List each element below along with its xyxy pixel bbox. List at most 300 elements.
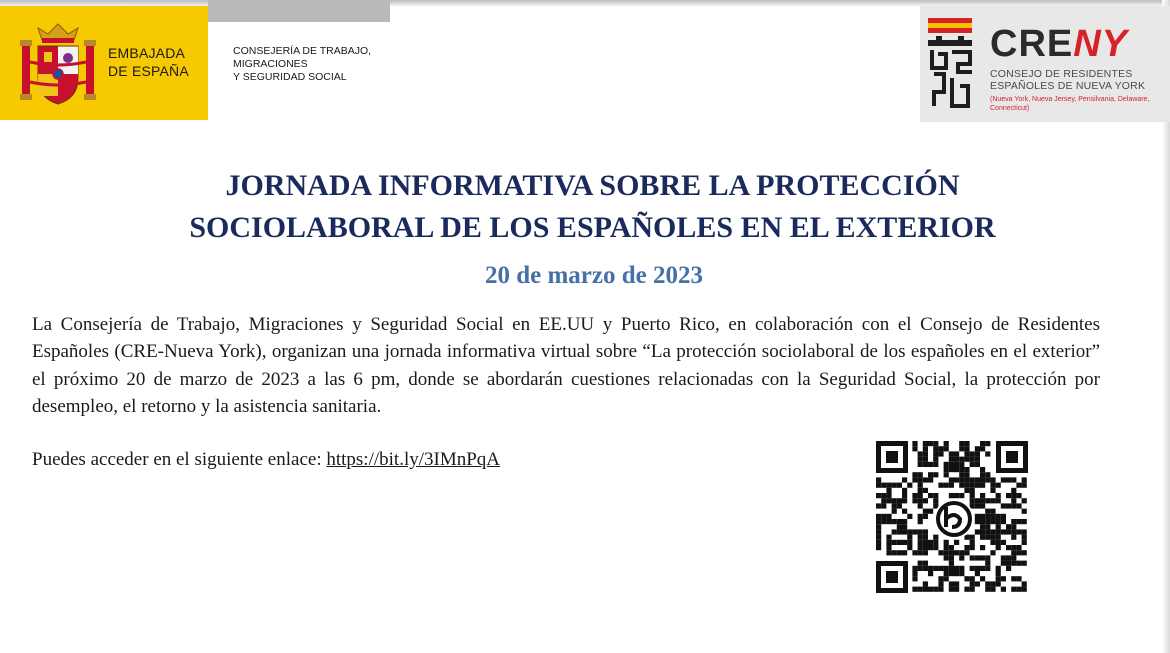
qr-module [949, 483, 954, 488]
qr-module [928, 493, 933, 498]
qr-module [1001, 561, 1006, 566]
qr-module [1006, 555, 1011, 560]
qr-module [1022, 519, 1027, 524]
qr-module [918, 462, 923, 467]
qr-module [938, 446, 943, 451]
qr-module [990, 535, 995, 540]
qr-module [949, 493, 954, 498]
qr-module [944, 566, 949, 571]
qr-module [975, 529, 980, 534]
qr-module [1022, 498, 1027, 503]
qr-module [985, 498, 990, 503]
qr-module [975, 498, 980, 503]
qr-module [1011, 488, 1016, 493]
qr-module [923, 457, 928, 462]
qr-module [1001, 576, 1006, 581]
qr-module [897, 529, 902, 534]
qr-module [923, 477, 928, 482]
qr-module [985, 514, 990, 519]
qr-module [975, 503, 980, 508]
qr-module [1011, 561, 1016, 566]
qr-module [1011, 498, 1016, 503]
qr-module [928, 477, 933, 482]
qr-module [944, 555, 949, 560]
qr-module [1016, 576, 1021, 581]
qr-module [944, 545, 949, 550]
qr-module [1022, 477, 1027, 482]
qr-module [980, 535, 985, 540]
qr-module [902, 519, 907, 524]
qr-module [944, 472, 949, 477]
qr-module [949, 555, 954, 560]
qr-module [933, 540, 938, 545]
qr-module [949, 550, 954, 555]
qr-module [985, 477, 990, 482]
qr-module [886, 540, 891, 545]
qr-module [996, 545, 1001, 550]
qr-module [990, 519, 995, 524]
qr-module [1011, 535, 1016, 540]
qr-module [985, 441, 990, 446]
qr-module [907, 529, 912, 534]
qr-module [886, 493, 891, 498]
qr-module [990, 540, 995, 545]
qr-module [886, 514, 891, 519]
qr-module [1011, 550, 1016, 555]
qr-module [980, 566, 985, 571]
qr-module [892, 550, 897, 555]
qr-module [881, 503, 886, 508]
qr-module [985, 451, 990, 456]
qr-module [897, 483, 902, 488]
qr-module [881, 519, 886, 524]
qr-module [912, 566, 917, 571]
qr-module [970, 566, 975, 571]
cre-subtitle [990, 68, 1170, 92]
qr-module [876, 477, 881, 482]
embassy-name [108, 44, 208, 80]
qr-module [923, 446, 928, 451]
qr-module [923, 509, 928, 514]
qr-module [933, 446, 938, 451]
qr-module [996, 535, 1001, 540]
qr-module [923, 488, 928, 493]
qr-module [933, 472, 938, 477]
qr-module [923, 566, 928, 571]
qr-module [1006, 524, 1011, 529]
qr-module [918, 483, 923, 488]
qr-module [912, 441, 917, 446]
qr-module [954, 493, 959, 498]
qr-module [970, 535, 975, 540]
qr-module [970, 540, 975, 545]
qr-module [933, 462, 938, 467]
qr-module [907, 535, 912, 540]
qr-module [964, 441, 969, 446]
ministry-name [233, 45, 413, 84]
qr-module [907, 514, 912, 519]
qr-module [949, 545, 954, 550]
qr-module [1006, 566, 1011, 571]
qr-module [912, 587, 917, 592]
qr-module [876, 524, 881, 529]
event-link[interactable]: https://bit.ly/3IMnPqA [326, 449, 501, 470]
qr-module [918, 561, 923, 566]
qr-module [959, 467, 964, 472]
qr-module [938, 576, 943, 581]
qr-module [964, 457, 969, 462]
cre-subtitle-line2: ESPAÑOLES DE NUEVA YORK [990, 80, 1146, 92]
qr-module [907, 540, 912, 545]
qr-module [1001, 555, 1006, 560]
qr-module [892, 540, 897, 545]
qr-module [938, 587, 943, 592]
qr-module [980, 524, 985, 529]
qr-module [1011, 519, 1016, 524]
qr-module [1022, 550, 1027, 555]
qr-module [990, 587, 995, 592]
qr-module [1022, 561, 1027, 566]
qr-module [990, 529, 995, 534]
qr-module [881, 483, 886, 488]
qr-module [949, 451, 954, 456]
qr-module [964, 472, 969, 477]
qr-module [902, 509, 907, 514]
qr-module [923, 545, 928, 550]
embassy-block [0, 6, 208, 120]
qr-module [1011, 529, 1016, 534]
qr-module [949, 462, 954, 467]
qr-module [1011, 576, 1016, 581]
qr-module [954, 451, 959, 456]
cre-title-cre: CRE [990, 23, 1074, 65]
qr-module [954, 477, 959, 482]
qr-module [933, 566, 938, 571]
qr-module [918, 493, 923, 498]
qr-module [980, 576, 985, 581]
qr-module [886, 488, 891, 493]
qr-module [933, 587, 938, 592]
qr-module [892, 503, 897, 508]
qr-module [985, 581, 990, 586]
qr-module [954, 467, 959, 472]
qr-module [1022, 540, 1027, 545]
qr-module [959, 493, 964, 498]
qr-module [918, 498, 923, 503]
qr-module [912, 571, 917, 576]
qr-module [944, 441, 949, 446]
qr-module [912, 472, 917, 477]
qr-module [1011, 555, 1016, 560]
qr-module [902, 498, 907, 503]
qr-module [959, 555, 964, 560]
qr-module [975, 566, 980, 571]
qr-module [949, 457, 954, 462]
qr-module [902, 493, 907, 498]
ministry-line2: MIGRACIONES [233, 58, 308, 70]
qr-module [912, 477, 917, 482]
qr-module [959, 441, 964, 446]
qr-module [980, 483, 985, 488]
qr-module [975, 462, 980, 467]
qr-module [923, 441, 928, 446]
qr-module [990, 581, 995, 586]
qr-module [897, 550, 902, 555]
qr-module [1016, 550, 1021, 555]
qr-module [985, 555, 990, 560]
qr-module [876, 483, 881, 488]
qr-module [892, 483, 897, 488]
qr-module [933, 545, 938, 550]
qr-module [980, 441, 985, 446]
qr-module [1016, 493, 1021, 498]
qr-module [990, 488, 995, 493]
qr-module [1016, 503, 1021, 508]
title-line1: JORNADA INFORMATIVA SOBRE LA PROTECCIÓN [225, 169, 960, 202]
qr-module [996, 524, 1001, 529]
qr-module [897, 524, 902, 529]
qr-module [892, 509, 897, 514]
qr-code-icon [876, 441, 1028, 593]
qr-module [975, 457, 980, 462]
qr-module [959, 457, 964, 462]
qr-module [933, 498, 938, 503]
qr-module [980, 545, 985, 550]
qr-module [1011, 587, 1016, 592]
qr-module [938, 550, 943, 555]
qr-module [975, 477, 980, 482]
qr-module [1011, 545, 1016, 550]
embassy-name-line1: EMBAJADA [108, 45, 186, 61]
qr-module [1016, 545, 1021, 550]
qr-module [990, 514, 995, 519]
qr-module [949, 587, 954, 592]
qr-module [964, 550, 969, 555]
qr-module [1006, 561, 1011, 566]
qr-module [918, 488, 923, 493]
qr-module [975, 519, 980, 524]
qr-module [886, 535, 891, 540]
qr-module [980, 467, 985, 472]
qr-module [954, 581, 959, 586]
qr-module [990, 498, 995, 503]
qr-module [1016, 561, 1021, 566]
qr-module [897, 519, 902, 524]
qr-module [923, 529, 928, 534]
qr-module [1022, 587, 1027, 592]
qr-module [990, 509, 995, 514]
qr-module [1022, 529, 1027, 534]
qr-module [975, 514, 980, 519]
qr-module [944, 540, 949, 545]
qr-module [938, 451, 943, 456]
qr-module [923, 535, 928, 540]
qr-module [918, 550, 923, 555]
qr-module [928, 566, 933, 571]
qr-module [944, 550, 949, 555]
qr-module [928, 472, 933, 477]
title-line2: SOCIOLABORAL DE LOS ESPAÑOLES EN EL EXTERIOR [189, 211, 996, 244]
qr-module [1022, 483, 1027, 488]
qr-module [912, 493, 917, 498]
qr-module [923, 462, 928, 467]
qr-module [996, 514, 1001, 519]
qr-module [928, 571, 933, 576]
qr-module [980, 446, 985, 451]
cre-subtitle-line1: CONSEJO DE RESIDENTES [990, 68, 1133, 80]
qr-module [938, 566, 943, 571]
qr-module [928, 509, 933, 514]
qr-module [923, 550, 928, 555]
qr-module [990, 550, 995, 555]
qr-module [886, 545, 891, 550]
qr-module [912, 498, 917, 503]
qr-module [918, 545, 923, 550]
qr-module [938, 581, 943, 586]
qr-module [985, 524, 990, 529]
qr-module [928, 441, 933, 446]
qr-module [964, 467, 969, 472]
qr-module [897, 503, 902, 508]
qr-module [964, 488, 969, 493]
qr-module [892, 519, 897, 524]
qr-module [964, 446, 969, 451]
qr-module [881, 493, 886, 498]
qr-module [970, 587, 975, 592]
qr-module [980, 529, 985, 534]
qr-module [918, 519, 923, 524]
qr-module [1011, 493, 1016, 498]
qr-module [912, 529, 917, 534]
qr-module [1016, 519, 1021, 524]
cre-ny-block [920, 6, 1170, 122]
qr-module [876, 540, 881, 545]
qr-module [964, 587, 969, 592]
qr-module [918, 477, 923, 482]
qr-module [1006, 545, 1011, 550]
qr-module [1006, 503, 1011, 508]
qr-module [876, 514, 881, 519]
qr-module [918, 535, 923, 540]
qr-module [923, 451, 928, 456]
qr-module [886, 519, 891, 524]
qr-module [944, 446, 949, 451]
qr-module [918, 472, 923, 477]
qr-module [964, 483, 969, 488]
qr-module [959, 446, 964, 451]
qr-module [902, 550, 907, 555]
qr-module [996, 519, 1001, 524]
qr-module [990, 483, 995, 488]
qr-module [923, 514, 928, 519]
qr-module [975, 483, 980, 488]
qr-module [985, 509, 990, 514]
qr-module [970, 493, 975, 498]
qr-module [996, 566, 1001, 571]
qr-module [897, 498, 902, 503]
qr-module [996, 529, 1001, 534]
qr-module [1001, 587, 1006, 592]
header-gray-bar [208, 0, 390, 22]
qr-module [918, 540, 923, 545]
qr-module [928, 587, 933, 592]
qr-module [975, 571, 980, 576]
qr-module [886, 483, 891, 488]
qr-module [876, 503, 881, 508]
qr-module [912, 576, 917, 581]
qr-module [970, 457, 975, 462]
qr-module [954, 566, 959, 571]
qr-module [1006, 529, 1011, 534]
qr-module [918, 457, 923, 462]
qr-module [897, 540, 902, 545]
qr-module [1001, 519, 1006, 524]
qr-module [876, 545, 881, 550]
qr-module [985, 535, 990, 540]
qr-module [1001, 540, 1006, 545]
qr-module [923, 581, 928, 586]
qr-module [954, 540, 959, 545]
qr-module [1006, 477, 1011, 482]
qr-module [970, 488, 975, 493]
qr-module [996, 540, 1001, 545]
cre-ny-logo-icon [922, 14, 982, 114]
qr-module [980, 477, 985, 482]
qr-module [923, 540, 928, 545]
qr-module [970, 483, 975, 488]
qr-module [959, 477, 964, 482]
qr-module [907, 545, 912, 550]
qr-module [970, 555, 975, 560]
qr-module [949, 561, 954, 566]
description-paragraph: La Consejería de Trabajo, Migraciones y Seguridad Social en EE.UU y Puerto Rico, en colaboración con el Consejo de Residentes Españoles (CRE-Nueva York), organizan una jornada informativa virtual sobre “La protección sociolaboral de los españoles en el exterior” el próximo 20 de marzo de 2023 a las 6 pm, donde se abordarán cuestiones relacionadas con la Seguridad Social, la protección por desempleo, el retorno y la asistencia sanitaria. [32, 314, 1100, 418]
qr-module [1022, 581, 1027, 586]
qr-module [918, 566, 923, 571]
qr-module [944, 576, 949, 581]
qr-module [907, 483, 912, 488]
qr-module [970, 462, 975, 467]
qr-module [881, 514, 886, 519]
qr-module [944, 483, 949, 488]
qr-module [985, 587, 990, 592]
qr-module [954, 550, 959, 555]
qr-module [1016, 483, 1021, 488]
qr-module [918, 503, 923, 508]
qr-module [975, 555, 980, 560]
qr-module [902, 488, 907, 493]
qr-module [923, 498, 928, 503]
qr-module [954, 587, 959, 592]
qr-module [949, 581, 954, 586]
qr-module [933, 441, 938, 446]
qr-module [949, 566, 954, 571]
qr-module [1006, 493, 1011, 498]
event-date: 20 de marzo de 2023 [484, 262, 704, 289]
qr-module [928, 540, 933, 545]
qr-module [923, 561, 928, 566]
qr-module [954, 571, 959, 576]
qr-module [886, 498, 891, 503]
qr-module [1001, 503, 1006, 508]
cre-title-ny: NY [1073, 23, 1129, 65]
qr-module [996, 498, 1001, 503]
qr-module [959, 472, 964, 477]
qr-module [980, 503, 985, 508]
qr-module [1001, 529, 1006, 534]
qr-module [985, 529, 990, 534]
qr-module [985, 472, 990, 477]
qr-module [933, 535, 938, 540]
